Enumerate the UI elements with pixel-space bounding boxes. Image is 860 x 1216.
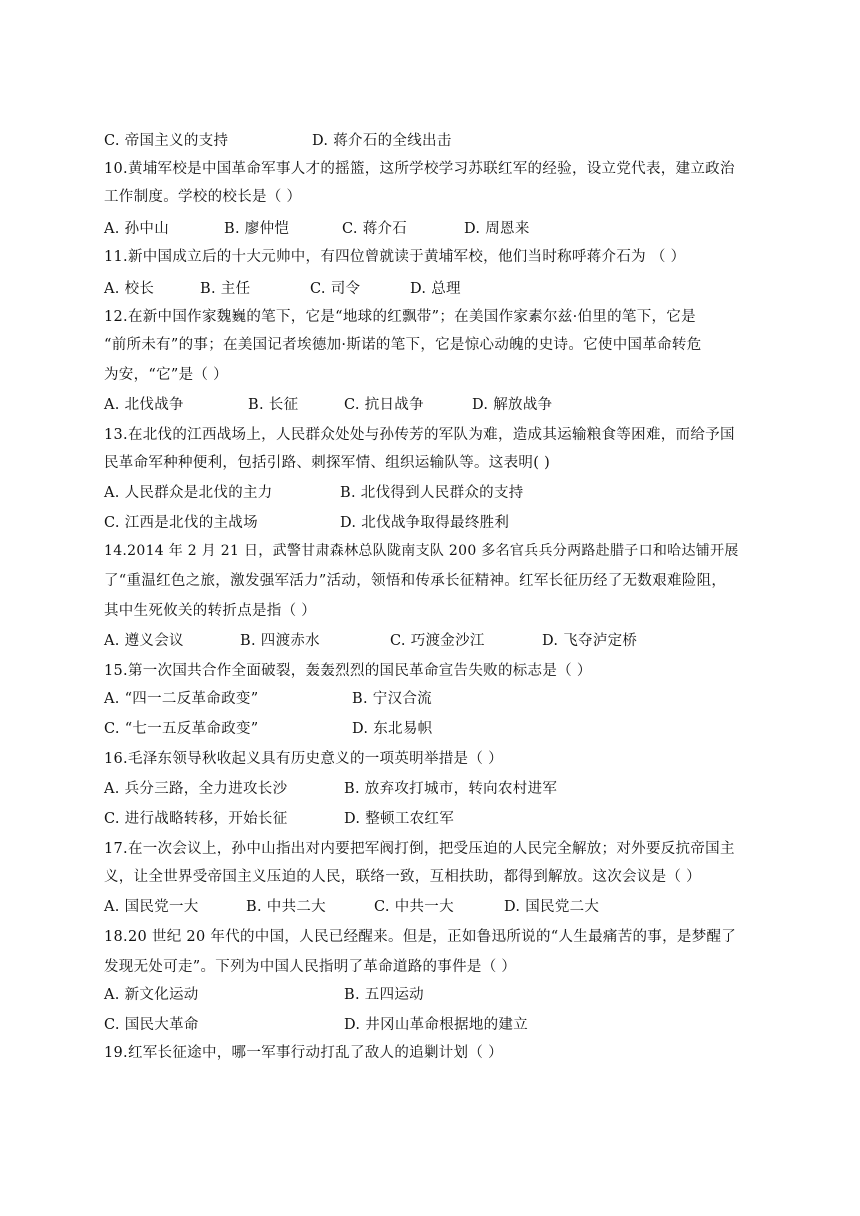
option-a: A. 兵分三路，全力进攻长沙 xyxy=(104,781,288,797)
option-c: C. 抗日战争 xyxy=(344,397,424,413)
option-d: D. 解放战争 xyxy=(472,397,553,413)
option-line xyxy=(104,279,461,299)
question-17-line-2: 义，让全世界受帝国主义压迫的人民，联络一致，互相扶助，都得到解放。这次会议是（ ） xyxy=(104,869,701,885)
option-d: D. 蒋介石的全线出击 xyxy=(312,133,452,149)
option-line xyxy=(104,985,424,1005)
question-12-line-3: 为安，“它”是（ ） xyxy=(104,367,228,383)
question-13-line-2: 民革命军种种便利，包括引路、刺探军情、组织运输队等。这表明( ) xyxy=(104,455,551,471)
option-d: D. 周恩来 xyxy=(464,221,530,237)
option-c: C. 国民大革命 xyxy=(104,1017,199,1033)
option-b: B. 廖仲恺 xyxy=(224,221,290,237)
option-b: B. 北伐得到人民群众的支持 xyxy=(340,485,524,501)
question-18-line-2: 发现无处可走”。下列为中国人民指明了革命道路的事件是（ ） xyxy=(104,959,517,975)
option-d: D. 井冈山革命根据地的建立 xyxy=(344,1017,529,1033)
option-d: D. 北伐战争取得最终胜利 xyxy=(340,515,510,531)
option-b: B. 宁汉合流 xyxy=(352,691,432,707)
question-11-line-1: 11.新中国成立后的十大元帅中，有四位曾就读于黄埔军校，他们当时称呼蒋介石为 （ ） xyxy=(104,249,686,265)
option-line xyxy=(104,719,432,739)
option-c: C. 帝国主义的支持 xyxy=(104,133,229,149)
question-18-line-1: 18.20 世纪 20 年代的中国，人民已经醒来。但是，正如鲁迅所说的“人生最痛苦的事，是梦醒了 xyxy=(104,929,737,945)
question-13-line-1: 13.在北伐的江西战场上，人民群众处处与孙传芳的军队为难，造成其运输粮食等困难，而给予国 xyxy=(104,427,735,443)
option-d: D. 总理 xyxy=(410,281,461,297)
option-d: D. 国民党二大 xyxy=(504,899,600,915)
option-b: B. 四渡赤水 xyxy=(240,633,320,649)
option-d: D. 东北易帜 xyxy=(352,721,433,737)
question-10-line-2: 工作制度。学校的校长是（ ） xyxy=(104,189,302,205)
option-c: C. 巧渡金沙江 xyxy=(390,633,485,649)
option-a: A. 遵义会议 xyxy=(104,633,184,649)
option-d: D. 飞夺泸定桥 xyxy=(542,633,638,649)
option-line xyxy=(104,395,552,415)
option-c: C. 江西是北伐的主战场 xyxy=(104,515,258,531)
option-c: C. “七一五反革命政变” xyxy=(104,721,259,737)
option-line xyxy=(104,219,530,239)
option-line xyxy=(104,131,452,151)
option-line xyxy=(104,1015,528,1035)
option-b: B. 放弃攻打城市，转向农村进军 xyxy=(344,781,558,797)
option-a: A. 新文化运动 xyxy=(104,987,199,1003)
question-12-line-2: “前所未有”的事；在美国记者埃德加·斯诺的笔下，它是惊心动魄的史诗。它使中国革命转危 xyxy=(104,337,702,353)
question-16-line-1: 16.毛泽东领导秋收起义具有历史意义的一项英明举措是（ ） xyxy=(104,751,503,767)
question-19-line-1: 19.红军长征途中，哪一军事行动打乱了敌人的追剿计划（ ） xyxy=(104,1045,503,1061)
option-b: B. 长征 xyxy=(248,397,299,413)
option-a: A. 人民群众是北伐的主力 xyxy=(104,485,273,501)
option-d: D. 整顿工农红军 xyxy=(344,811,455,827)
option-line xyxy=(104,809,454,829)
option-b: B. 主任 xyxy=(200,281,251,297)
option-c: C. 中共一大 xyxy=(374,899,454,915)
option-a: A. 校长 xyxy=(104,281,155,297)
option-c: C. 蒋介石 xyxy=(342,221,408,237)
option-line xyxy=(104,631,637,651)
option-line xyxy=(104,689,432,709)
question-14-line-1: 14.2014 年 2 月 21 日，武警甘肃森林总队陇南支队 200 多名官兵兵分两路赴腊子口和哈达铺开展 xyxy=(104,543,739,559)
option-a: A. 国民党一大 xyxy=(104,899,199,915)
option-b: B. 五四运动 xyxy=(344,987,424,1003)
option-a: A. “四一二反革命政变” xyxy=(104,691,259,707)
option-b: B. 中共二大 xyxy=(246,899,326,915)
option-a: A. 孙中山 xyxy=(104,221,169,237)
option-a: A. 北伐战争 xyxy=(104,397,184,413)
question-12-line-1: 12.在新中国作家魏巍的笔下，它是“地球的红飘带”；在美国作家素尔兹·伯里的笔下，它是 xyxy=(104,309,696,325)
question-17-line-1: 17.在一次会议上，孙中山指出对内要把军阀打倒，把受压迫的人民完全解放；对外要反抗帝国主 xyxy=(104,841,735,857)
option-c: C. 进行战略转移，开始长征 xyxy=(104,811,288,827)
option-c: C. 司令 xyxy=(310,281,361,297)
question-14-line-3: 其中生死攸关的转折点是指（ ） xyxy=(104,603,317,619)
question-14-line-2: 了“重温红色之旅，激发强军活力”活动，领悟和传承长征精神。红军长征历经了无数艰难险阻， xyxy=(104,573,727,589)
option-line xyxy=(104,779,557,799)
question-15-line-1: 15.第一次国共合作全面破裂，轰轰烈烈的国民革命宣告失败的标志是（ ） xyxy=(104,663,592,679)
option-line xyxy=(104,513,509,533)
option-line xyxy=(104,897,599,917)
option-line xyxy=(104,483,524,503)
question-10-line-1: 10.黄埔军校是中国革命军事人才的摇篮，这所学校学习苏联红军的经验，设立党代表，建立政治 xyxy=(104,161,735,177)
